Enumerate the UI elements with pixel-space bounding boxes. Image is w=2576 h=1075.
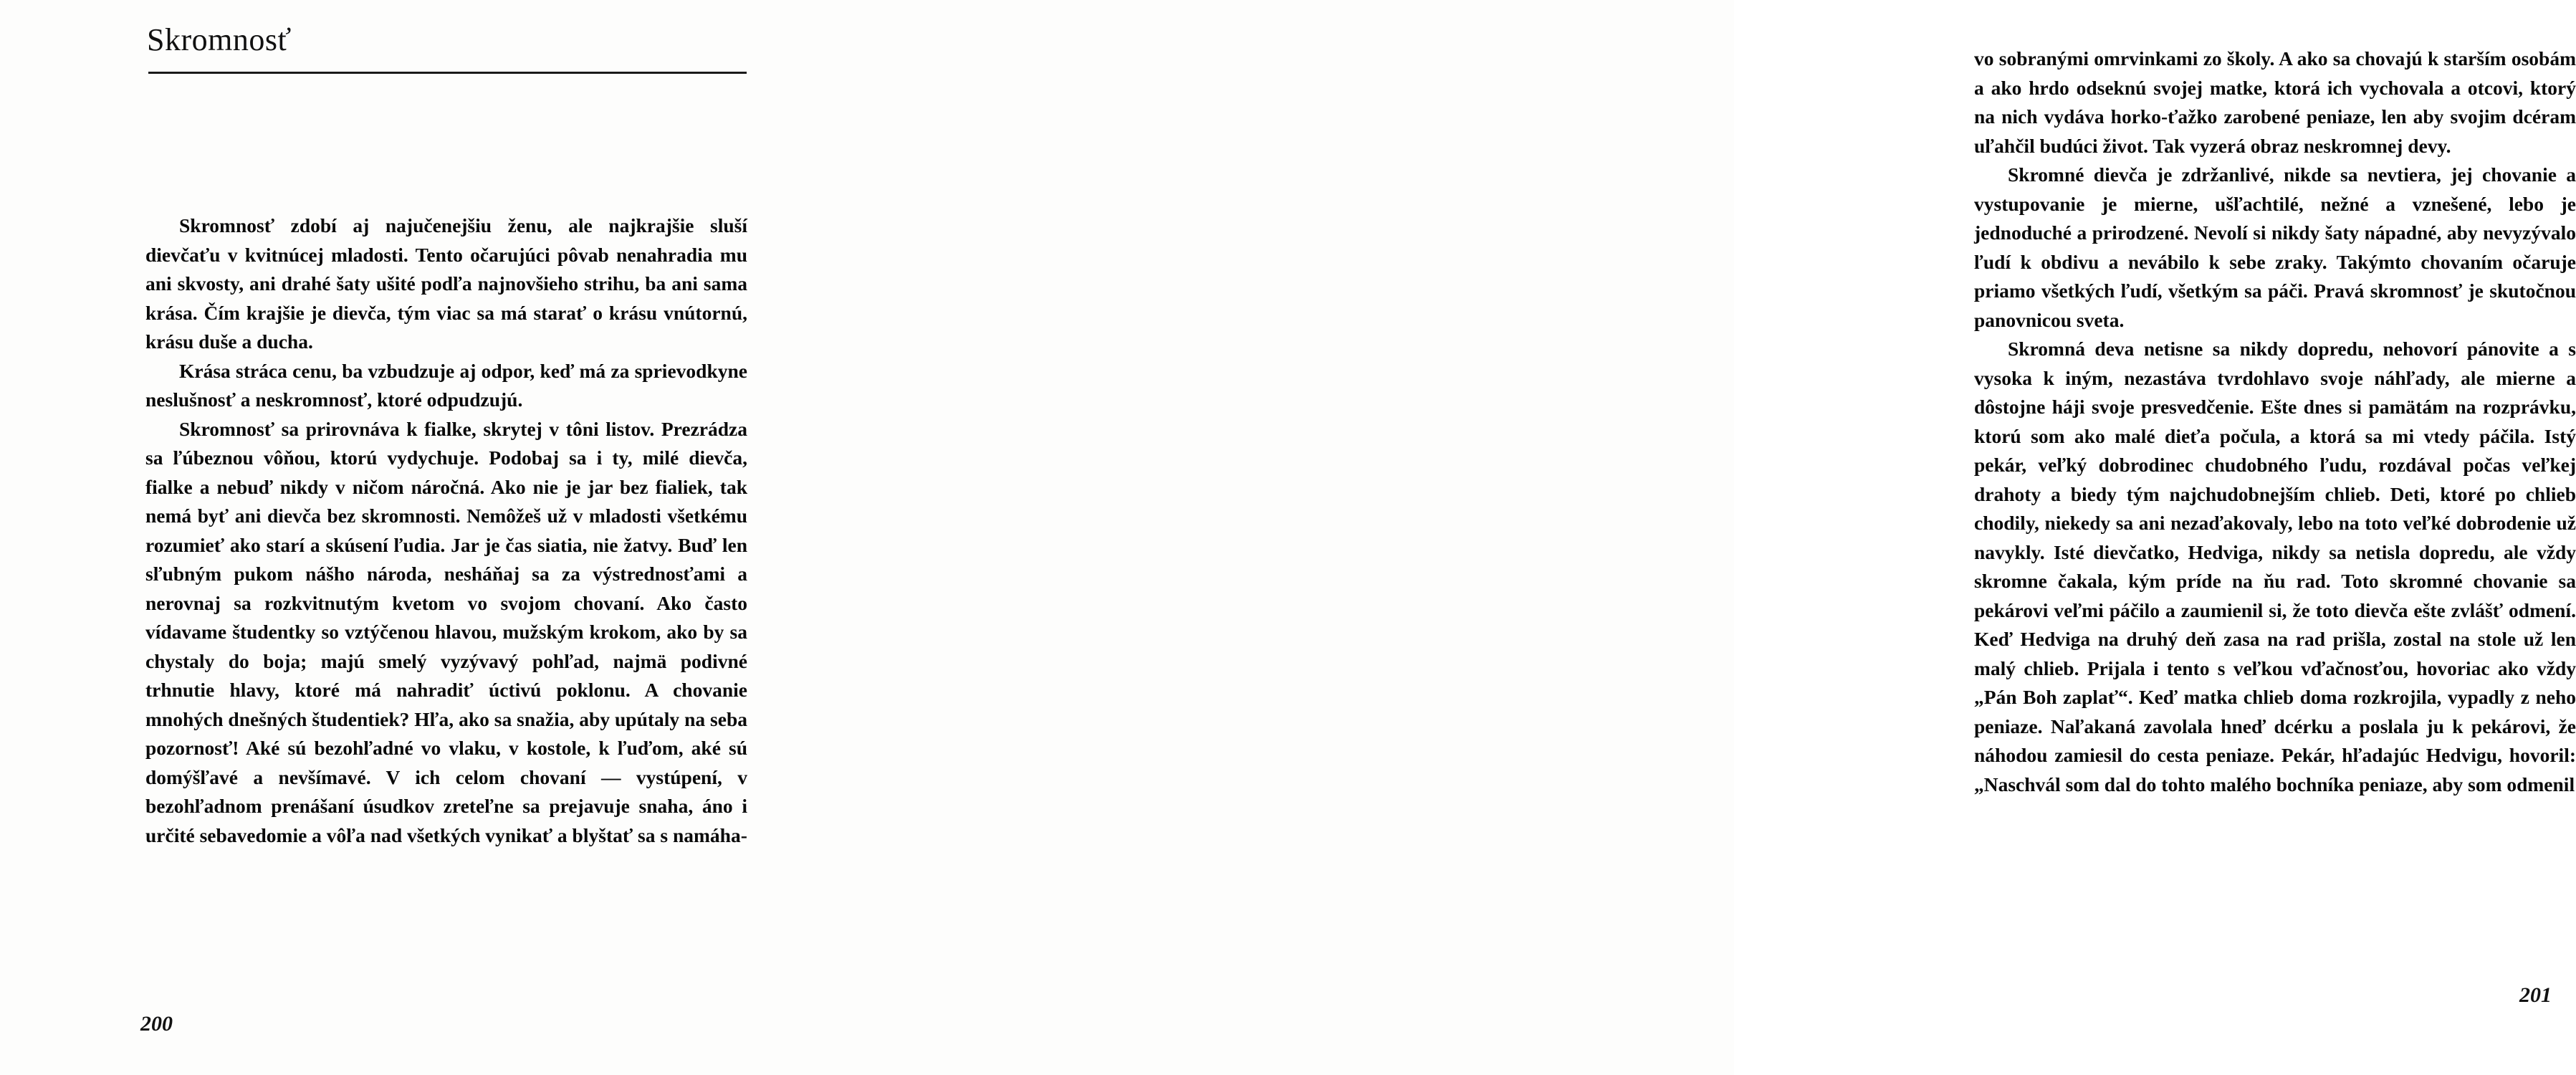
right-page: [953, 0, 2576, 1075]
paragraph: vo sobranými omrvinkami zo školy. A ako sa chovajú k starším osobám a ako hrdo odseknú svojej matke, ktorá ich vychovala a otcovi, ktorý na nich vydáva horko-ťažko zarobené peniaze, len aby svojim dcéram uľahčil budúci život. Tak vyzerá obraz neskromnej devy.: [1974, 47, 2576, 157]
page-number-right: 201: [2519, 983, 2552, 1007]
paragraph: Skromná deva netisne sa nikdy dopredu, nehovorí pánovite a s vysoka k iným, nezastáva tvrdohlavo svoje náhľady, ale mierne a dôstojne háji svoje presvedčenie. Ešte dnes si pamätám na rozprávku, ktorú som ako malé dieťa počula, a ktorá sa mi vtedy páčila. Istý pekár, veľký dobrodinec chudobného ľudu, rozdával počas veľkej drahoty a biedy tým najchudobnejším chlieb. Deti, ktoré po chlieb chodily, niekedy sa ani nezaďakovaly, lebo na toto veľké dobrodenie už navykly. Isté dievčatko, Hedviga, nikdy sa netisla dopredu, ale vždy skromne čakala, kým príde na ňu rad. Toto skromné chovanie sa pekárovi veľmi páčilo a zaumienil si, že toto dievča ešte zvlášť odmení. Keď Hedviga na druhý deň zasa na rad prišla, zostal na stole už len malý chlieb. Prijala i tento s veľkou vďačnosťou, hovoriac ako vždy „Pán Boh zaplať“. Keď matka chlieb doma rozkrojila, vypadly z neho peniaze. Naľakaná zavolala hneď dcérku a poslala ju k pekárovi, že náhodou zamiesil do cesta peniaze. Pekár, hľadajúc Hedvigu, hovoril: „Naschvál som dal do tohto malého bochníka peniaze, aby som odmenil: [1974, 338, 2576, 796]
page-number-left: 200: [140, 1012, 173, 1036]
paragraph: Skromné dievča je zdržanlivé, nikde sa nevtiera, jej chovanie a vystupovanie je mierne, ušľachtilé, nežné a vznešené, lebo je jednoduché a prirodzené. Nevolí si nikdy šaty nápadné, aby nevyzývalo ľudí k obdivu a nevábilo k sebe zraky. Takýmto chovaním očaruje priamo všetkých ľudí, všetkým sa páči. Pravá skromnosť je skutočnou panovnicou sveta.: [1974, 163, 2576, 331]
left-page-text-column: [145, 211, 747, 850]
left-page: [0, 0, 953, 1075]
chapter-title: Skromnosť: [147, 22, 292, 57]
paragraph: Skromnosť sa prirovnáva k fialke, skrytej v tôni listov. Prezrádza sa ľúbeznou vôňou, ktorú vydychuje. Podobaj sa i ty, milé dievča, fialke a nebuď nikdy v ničom náročná. Ako nie je jar bez fialiek, tak nemá byť ani dievča bez skromnosti. Nemôžeš už v mladosti všetkému rozumieť ako starí a skúsení ľudia. Jar je čas siatia, nie žatvy. Buď len sľubným pukom nášho národa, nesháňaj sa za výstrednosťami a nerovnaj sa rozkvitnutým kvetom vo svojom chovaní. Ako často vídavame študentky so vztýčenou hlavou, mužským krokom, ako by sa chystaly do boja; majú smelý vyzývavý pohľad, najmä podivné trhnutie hlavy, ktoré má nahradiť úctivú poklonu. A chovanie mnohých dnešných študentiek? Hľa, ako sa snažia, aby upútaly na seba pozornosť! Aké sú bezohľadné vo vlaku, v kostole, k ľuďom, aké sú domýšľavé a nevšímavé. V ich celom chovaní — vystúpení, v bezohľadnom prenášaní úsudkov zreteľne sa prejavuje snaha, áno i určité sebavedomie a vôľa nad všetkých vynikať a blyštať sa s namáha-: [145, 417, 747, 846]
right-page-text-column: [1974, 44, 2576, 799]
paragraph: Skromnosť zdobí aj najučenejšiu ženu, ale najkrajšie sluší dievčaťu v kvitnúcej mladosti. Tento očarujúci pôvab nenahradia mu ani skvosty, ani drahé šaty ušité podľa najnovšieho strihu, ba ani sama krása. Čím krajšie je dievča, tým viac sa má starať o krásu vnútornú, krásu duše a ducha.: [145, 214, 747, 353]
paragraph: Krása stráca cenu, ba vzbudzuje aj odpor, keď má za sprievodkyne neslušnosť a neskromnosť, ktoré odpudzujú.: [145, 359, 747, 411]
title-divider: [148, 72, 747, 74]
